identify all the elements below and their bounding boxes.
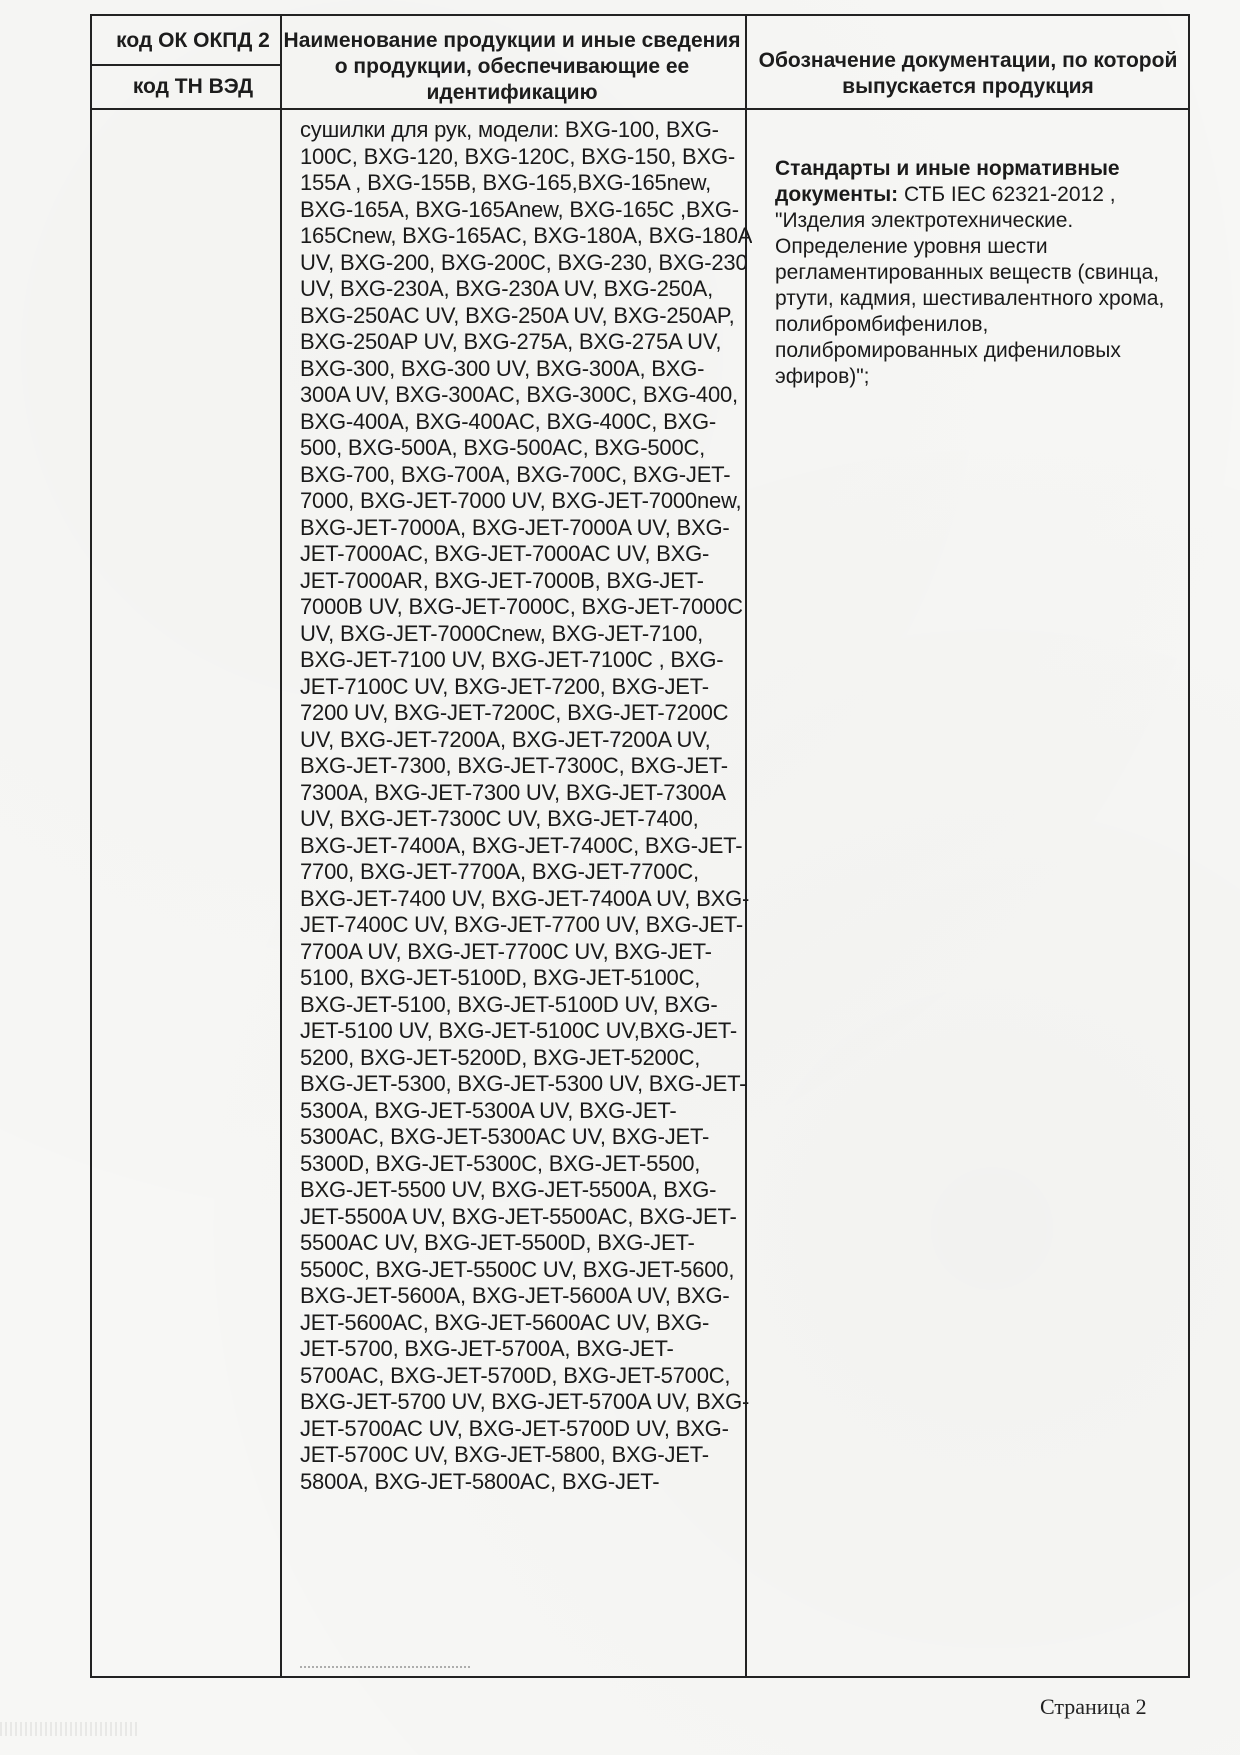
documentation-text: СТБ IEC 62321-2012 , "Изделия электротехнические. Определение уровня шести регламентированных веществ (свинца, ртути, кадмия, шестивалентного хрома, полибромбифенилов, полибромированных дифениловых эфиров)"; bbox=[775, 183, 1165, 388]
column-divider-code bbox=[280, 16, 282, 1676]
header-documentation: Обозначение документации, по которой выпускается продукция bbox=[758, 49, 1178, 98]
documentation-lead: Стандарты и иные нормативные документы: bbox=[775, 157, 1120, 206]
header-okpd-code: код ОК ОКПД 2 bbox=[116, 29, 270, 52]
truncated-text-remnant bbox=[300, 1666, 470, 1676]
page-number: Страница 2 bbox=[1040, 1694, 1147, 1719]
code-header-divider bbox=[92, 64, 280, 66]
scan-artifact bbox=[0, 1722, 140, 1736]
header-divider bbox=[92, 108, 1188, 110]
header-tnved-code: код ТН ВЭД bbox=[132, 75, 254, 98]
documentation-cell bbox=[775, 156, 1175, 390]
product-description-cell: сушилки для рук, модели: BXG-100, BXG-100C, BXG-120, BXG-120C, BXG-150, BXG-155A , BXG-155B, BXG-165,BXG-165new, BXG-165A, BXG-165Anew, BXG-165C ,BXG-165Cnew, BXG-165AC, BXG-180A, BXG-180A UV, BXG-200, BXG-200C, BXG-230, BXG-230 UV, BXG-230A, BXG-230A UV, BXG-250A, BXG-250AC UV, BXG-250A UV, BXG-250AP, BXG-250AP UV, BXG-275A, BXG-275A UV, BXG-300, BXG-300 UV, BXG-300A, BXG-300A UV, BXG-300AC, BXG-300C, BXG-400, BXG-400A, BXG-400AC, BXG-400C, BXG-500, BXG-500A, BXG-500AC, BXG-500C, BXG-700, BXG-700A, BXG-700C, BXG-JET-7000, BXG-JET-7000 UV, BXG-JET-7000new, BXG-JET-7000A, BXG-JET-7000A UV, BXG-JET-7000AC, BXG-JET-7000AC UV, BXG-JET-7000AR, BXG-JET-7000B, BXG-JET-7000B UV, BXG-JET-7000C, BXG-JET-7000C UV, BXG-JET-7000Cnew, BXG-JET-7100, BXG-JET-7100 UV, BXG-JET-7100C , BXG-JET-7100C UV, BXG-JET-7200, BXG-JET-7200 UV, BXG-JET-7200C, BXG-JET-7200C UV, BXG-JET-7200A, BXG-JET-7200A UV, BXG-JET-7300, BXG-JET-7300C, BXG-JET-7300A, BXG-JET-7300 UV, BXG-JET-7300A UV, BXG-JET-7300C UV, BXG-JET-7400, BXG-JET-7400A, BXG-JET-7400C, BXG-JET-7700, BXG-JET-7700A, BXG-JET-7700C, BXG-JET-7400 UV, BXG-JET-7400A UV, BXG-JET-7400C UV, BXG-JET-7700 UV, BXG-JET-7700A UV, BXG-JET-7700C UV, BXG-JET-5100, BXG-JET-5100D, BXG-JET-5100C, BXG-JET-5100, BXG-JET-5100D UV, BXG-JET-5100 UV, BXG-JET-5100C UV,BXG-JET-5200, BXG-JET-5200D, BXG-JET-5200C, BXG-JET-5300, BXG-JET-5300 UV, BXG-JET-5300A, BXG-JET-5300A UV, BXG-JET-5300AC, BXG-JET-5300AC UV, BXG-JET-5300D, BXG-JET-5300C, BXG-JET-5500, BXG-JET-5500 UV, BXG-JET-5500A, BXG-JET-5500A UV, BXG-JET-5500AC, BXG-JET-5500AC UV, BXG-JET-5500D, BXG-JET-5500C, BXG-JET-5500C UV, BXG-JET-5600, BXG-JET-5600A, BXG-JET-5600A UV, BXG-JET-5600AC, BXG-JET-5600AC UV, BXG-JET-5700, BXG-JET-5700A, BXG-JET-5700AC, BXG-JET-5700D, BXG-JET-5700C, BXG-JET-5700 UV, BXG-JET-5700A UV, BXG-JET-5700AC UV, BXG-JET-5700D UV, BXG-JET-5700C UV, BXG-JET-5800, BXG-JET-5800A, BXG-JET-5800AC, BXG-JET- bbox=[300, 117, 751, 1494]
header-product-name: Наименование продукции и иные сведения о продукции, обеспечивающие ее идентификацию bbox=[283, 29, 741, 104]
